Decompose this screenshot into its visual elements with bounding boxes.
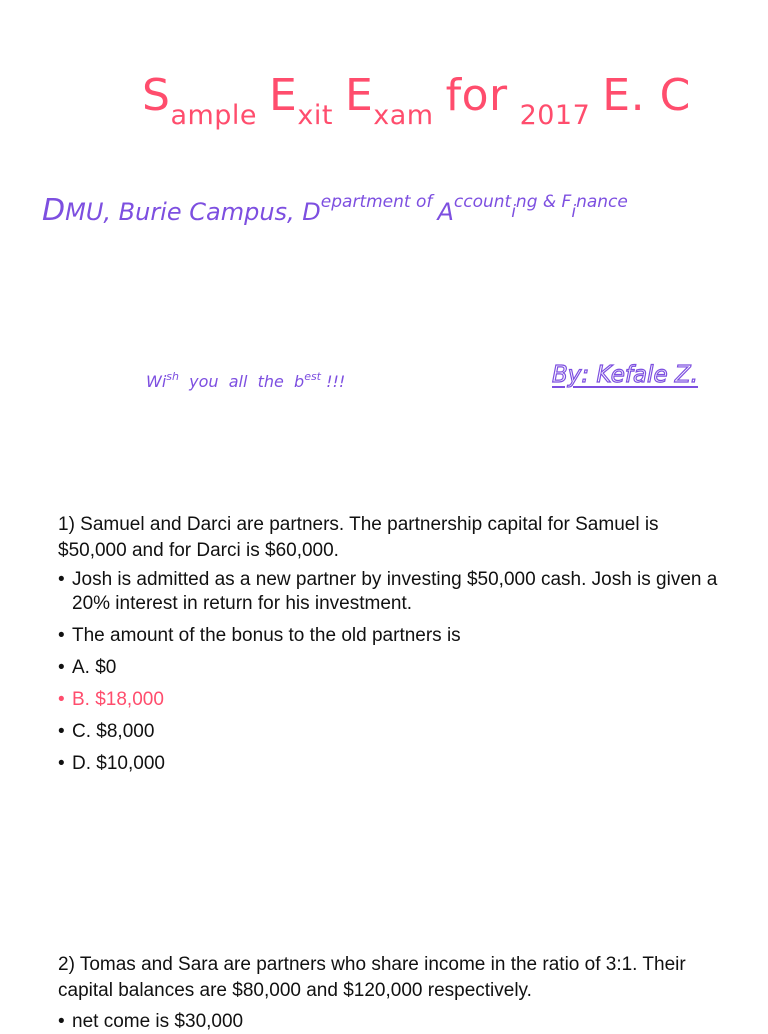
wish-part: est bbox=[304, 370, 321, 383]
wish-text bbox=[146, 372, 345, 391]
wish-part: sh bbox=[166, 370, 179, 383]
author-name: By: Kefale Z. bbox=[552, 362, 698, 388]
slide-title bbox=[0, 0, 768, 470]
subtitle bbox=[42, 193, 628, 228]
option-c: • C. $8,000 bbox=[58, 720, 738, 744]
wish-part: !!! bbox=[326, 372, 346, 391]
subtitle-part: A bbox=[437, 198, 454, 226]
subtitle-part: ng & F bbox=[515, 192, 572, 212]
subtitle-part: i bbox=[571, 202, 577, 222]
question-text: 1) Samuel and Darci are partners. The partnership capital for Samuel is $50,000 and for Darci is $60,000. bbox=[58, 514, 659, 561]
subtitle-part: i bbox=[511, 202, 516, 222]
title-part: E bbox=[344, 70, 374, 121]
option-b-correct: • B. $18,000 bbox=[58, 688, 738, 712]
option-a: • A. $0 bbox=[58, 656, 738, 680]
list-item: • net come is $30,000 bbox=[58, 1010, 738, 1034]
wish-part: Wi bbox=[146, 372, 167, 391]
option-d: • D. $10,000 bbox=[58, 752, 738, 776]
slide-question-1 bbox=[0, 470, 768, 940]
wish-part: all bbox=[228, 372, 248, 391]
wish-part: b bbox=[294, 372, 305, 391]
subtitle-part: MU, Burie Campus, D bbox=[65, 198, 321, 226]
title-part: E. C bbox=[602, 70, 691, 121]
subtitle-part: nance bbox=[576, 192, 628, 212]
list-item: • Josh is admitted as a new partner by investing $50,000 cash. Josh is given a 20% interest in return for his investment. bbox=[58, 568, 738, 616]
title-part: xit bbox=[297, 100, 333, 131]
title-part: xam bbox=[373, 100, 434, 131]
title-part: S bbox=[142, 70, 171, 121]
wish-part: the bbox=[257, 372, 284, 391]
slide-question-2 bbox=[0, 940, 768, 1032]
subtitle-part: epartment of bbox=[320, 192, 433, 212]
page-title bbox=[142, 70, 691, 131]
subtitle-part: D bbox=[42, 193, 66, 228]
answer-list bbox=[58, 1010, 738, 1034]
title-part: for bbox=[445, 70, 508, 121]
wish-part: you bbox=[189, 372, 219, 391]
title-part: E bbox=[269, 70, 298, 121]
answer-list bbox=[58, 568, 738, 776]
title-part: ample bbox=[170, 100, 258, 131]
question-text: 2) Tomas and Sara are partners who share income in the ratio of 3:1. Their capital balances are $80,000 and $120,000 respectively. bbox=[58, 954, 686, 1001]
title-part: 2017 bbox=[519, 100, 591, 131]
list-item: • The amount of the bonus to the old partners is bbox=[58, 624, 738, 648]
subtitle-part: ccount bbox=[453, 192, 512, 212]
